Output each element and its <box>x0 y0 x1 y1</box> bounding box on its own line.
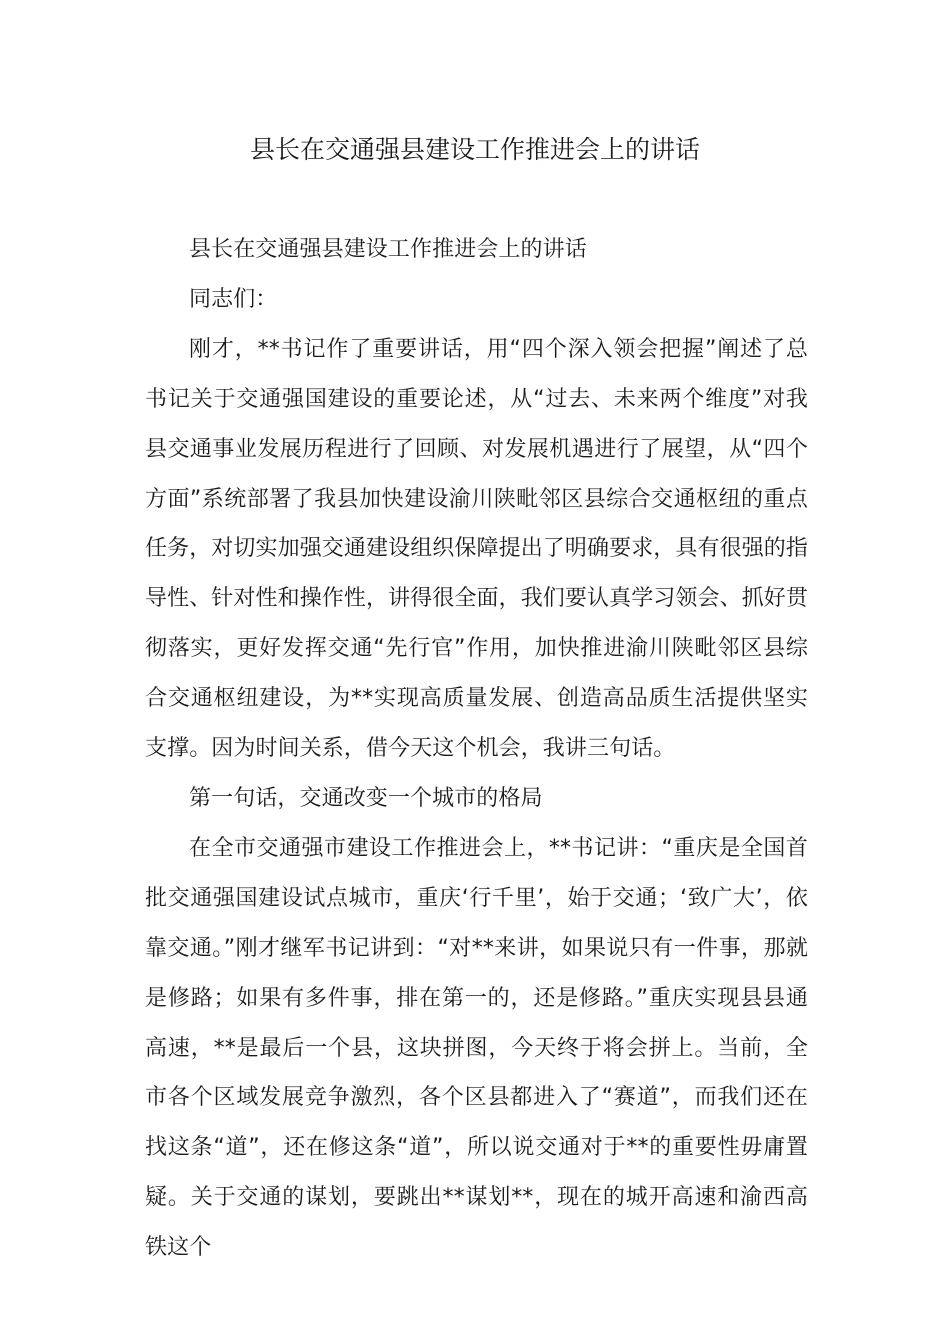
paragraph-section-body: 在全市交通强市建设工作推进会上，**书记讲：“重庆是全国首批交通强国建设试点城市，重庆‘行千里’，始于交通；‘致广大’，依靠交通。”刚才继军书记讲到：“对**来讲，如果说只有一件事，那就是修路；如果有多件事，排在第一的，还是修路。”重庆实现县县通高速，**是最后一个县，这块拼图，今天终于将会拼上。当前，全市各个区域发展竞争激烈，各个区县都进入了“赛道”，而我们还在找这条“道”，还在修这条“道”，所以说交通对于**的重要性毋庸置疑。关于交通的谋划，要跳出**谋划**，现在的城开高速和渝西高铁这个 <box>145 835 808 1261</box>
paragraph-salutation: 同志们： <box>189 286 278 312</box>
paragraph-opening: 刚才，**书记作了重要讲话，用“四个深入领会把握”阐述了总书记关于交通强国建设的重要论述，从“过去、未来两个维度”对我县交通事业发展历程进行了回顾、对发展机遇进行了展望，从“四个方面”系统部署了我县加快建设渝川陕毗邻区县综合交通枢纽的重点任务，对切实加强交通建设组织保障提出了明确要求，具有很强的指导性、针对性和操作性，讲得很全面，我们要认真学习领会、抓好贯彻落实，更好发挥交通“先行官”作用，加快推进渝川陕毗邻区县综合交通枢纽建设，为**实现高质量发展、创造高品质生活提供坚实支撑。因为时间关系，借今天这个机会，我讲三句话。 <box>145 336 809 762</box>
paragraph-section-heading: 第一句话，交通改变一个城市的格局 <box>189 785 543 811</box>
document-title: 县长在交通强县建设工作推进会上的讲话 <box>249 135 700 164</box>
paragraph-subtitle: 县长在交通强县建设工作推进会上的讲话 <box>189 237 587 262</box>
document-body <box>145 225 808 1273</box>
